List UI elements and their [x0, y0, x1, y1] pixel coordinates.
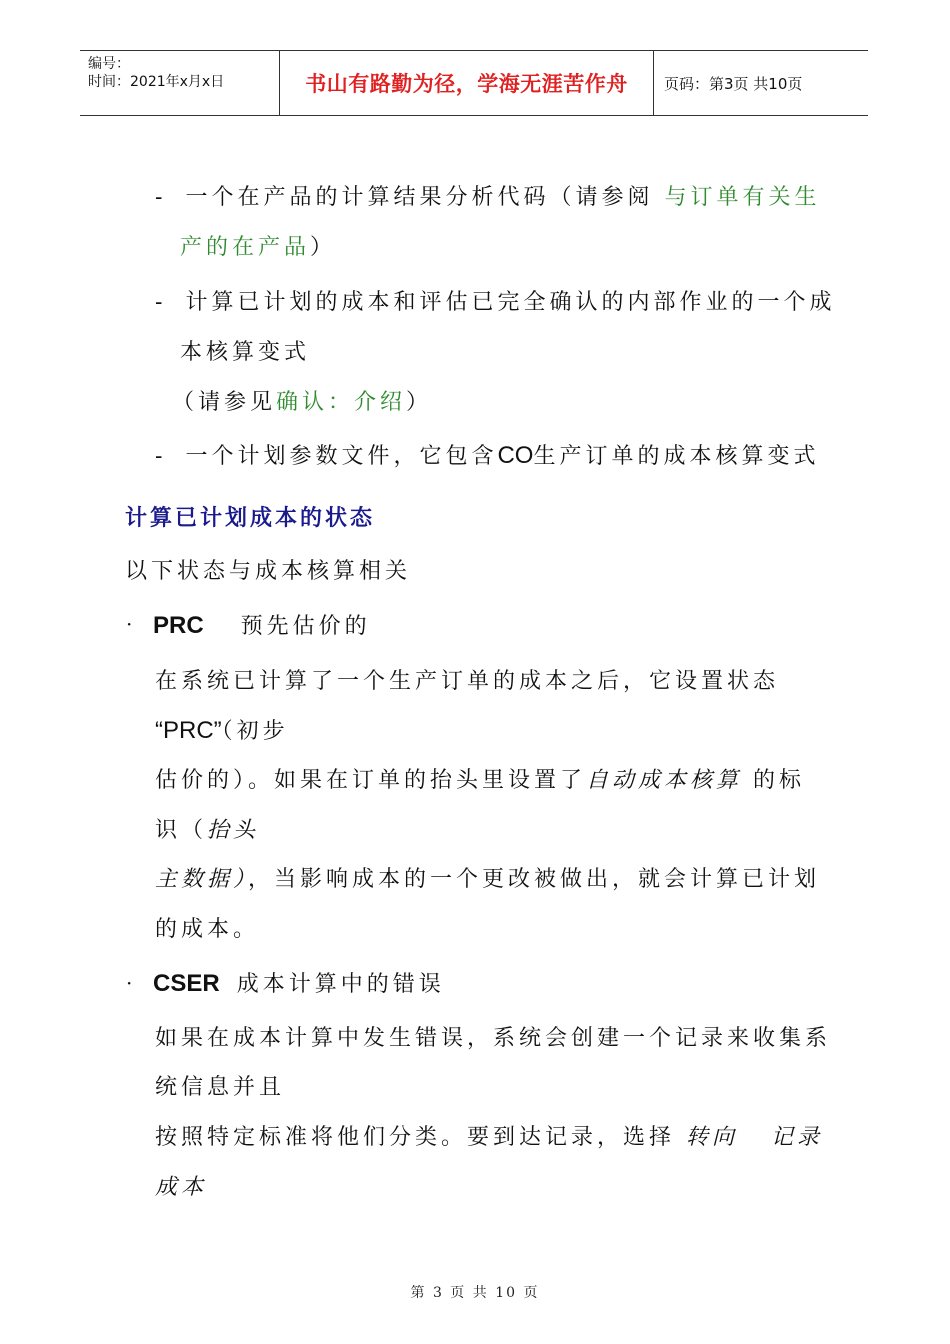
prc-text-end: 的标 — [742, 768, 806, 793]
header-term: 抬头 — [207, 818, 260, 843]
dash: - — [155, 290, 167, 315]
time-label: 时间：2021年x月x日 — [88, 74, 225, 90]
cser-title: 成本计算中的错误 — [236, 972, 445, 997]
paren-close: ） — [310, 235, 337, 260]
bullet-dot: · — [126, 612, 133, 636]
cser-code: CSER — [153, 970, 220, 997]
page-header — [80, 50, 868, 116]
bullet-dot: · — [126, 971, 133, 995]
prc-para-text: （初步 — [221, 719, 289, 744]
prc-code: PRC — [153, 612, 204, 639]
prc-para-line-1: 在系统已计算了一个生产订单的成本之后，它设置状态 — [155, 669, 780, 694]
dash: - — [155, 444, 167, 469]
page-footer: 第 3 页 共 10 页 — [410, 1285, 540, 1301]
header-page-info: 页码：第3页 共10页 — [664, 74, 803, 93]
prc-para-line-4 — [155, 816, 259, 846]
bullet-2-text: 计算已计划的成本和评估已完全确认的内部作业的一个成 — [185, 290, 836, 315]
number-label: 编号： — [88, 56, 130, 72]
header-meta — [80, 51, 280, 115]
cser-para-line-3 — [155, 1123, 823, 1153]
bullet-3-line — [155, 441, 819, 472]
bullet-1-text: 一个在产品的计算结果分析代码（请参阅 — [185, 185, 665, 210]
bullet-2-line-1 — [155, 288, 835, 318]
bullet-2-reference — [172, 388, 432, 418]
cser-para-line-1: 如果在成本计算中发生错误，系统会创建一个记录来收集系 — [155, 1026, 832, 1051]
link-confirmation-intro[interactable]: 确认：介绍 — [276, 390, 407, 415]
prc-quoted-code: “PRC” — [155, 717, 222, 744]
section-heading: 计算已计划成本的状态 — [125, 505, 376, 531]
ref-suffix: ） — [406, 390, 433, 415]
goto-log-path: 转向 记录 — [686, 1125, 823, 1150]
prc-text: 识（ — [155, 818, 208, 843]
prc-para-line-6: 的成本。 — [155, 917, 260, 942]
prc-para-line-5 — [155, 865, 820, 895]
cser-para-line-2: 统信息并且 — [155, 1075, 286, 1100]
prc-para-line-3 — [155, 766, 805, 796]
co-term: CO — [497, 442, 534, 469]
prc-text: 估价的）。如果在订单的抬头里设置了 — [155, 768, 587, 793]
cser-text: 按照特定标准将他们分类。要到达记录，选择 — [155, 1125, 686, 1150]
bullet-3-text: 一个计划参数文件，它包含 — [185, 444, 498, 469]
motto-text: 书山有路勤为径，学海无涯苦作舟 — [305, 72, 628, 96]
auto-costing-term: 自动成本核算 — [586, 768, 743, 793]
header-motto — [280, 51, 654, 115]
master-data-term: 主数据） — [155, 867, 249, 892]
dash: - — [155, 185, 167, 210]
ref-prefix: （请参见 — [172, 390, 277, 415]
prc-text: ，当影响成本的一个更改被做出，就会计算已计划 — [248, 867, 821, 892]
prc-para-line-2 — [155, 716, 289, 747]
cser-para-line-4: 成本 — [155, 1175, 208, 1200]
bullet-1-line-2 — [180, 233, 336, 263]
link-wip-orders-cont[interactable]: 产的在产品 — [180, 235, 311, 260]
intro-text: 以下状态与成本核算相关 — [125, 559, 412, 584]
prc-heading — [153, 611, 371, 642]
bullet-2-line-2: 本核算变式 — [180, 340, 311, 365]
prc-title: 预先估价的 — [240, 614, 371, 639]
bullet-3-text-end: 生产订单的成本核算变式 — [533, 444, 820, 469]
link-wip-orders[interactable]: 与订单有关生 — [664, 185, 821, 210]
bullet-1-line-1 — [155, 183, 820, 213]
cser-heading — [153, 969, 445, 1000]
